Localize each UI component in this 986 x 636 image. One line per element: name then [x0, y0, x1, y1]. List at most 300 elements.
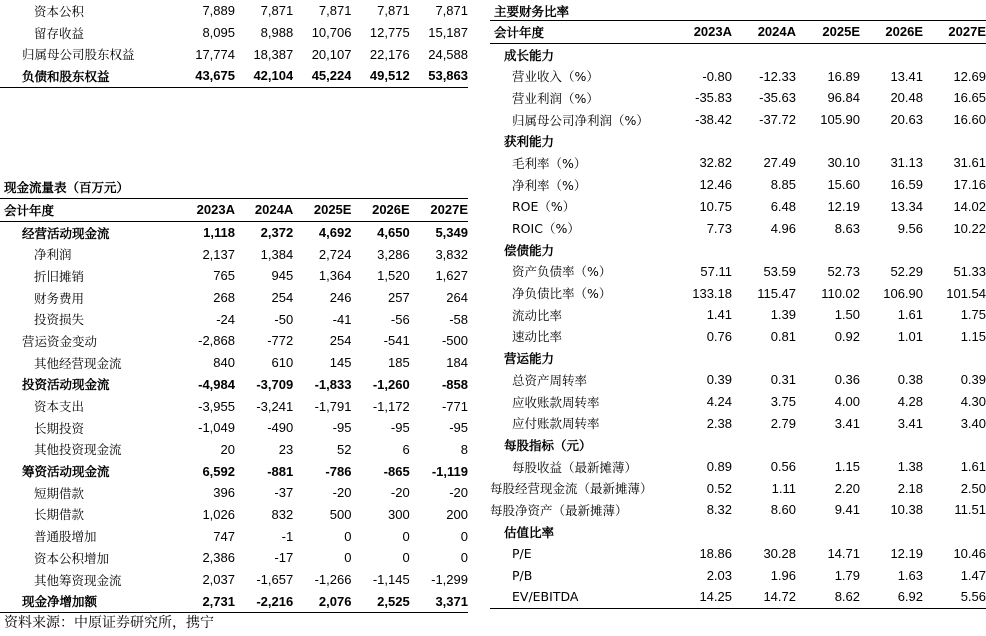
value-cell: 20,107	[311, 46, 352, 62]
year-header: 2025E	[293, 199, 351, 222]
value-cell: 16.59	[890, 177, 923, 193]
empty-cell	[732, 130, 796, 152]
value-cell: 610	[271, 355, 294, 371]
empty-cell	[668, 43, 732, 65]
value-cell: 12.19	[827, 198, 860, 214]
value-cell: 10.46	[953, 545, 986, 561]
value-cell: 1,118	[203, 225, 235, 241]
value-cell: 49,512	[351, 65, 409, 87]
value-cell: 115.47	[757, 285, 796, 301]
financial-ratios-title: 主要财务比率	[494, 4, 570, 19]
value-cell: -4,984	[198, 376, 235, 392]
value-cell: 2.18	[897, 480, 923, 496]
table-row	[490, 196, 986, 218]
value-cell: 1,026	[202, 506, 235, 522]
cash-flow-table	[0, 198, 468, 613]
value-cell: 32.82	[699, 155, 732, 171]
value-cell: 2.38	[706, 415, 732, 431]
empty-cell	[860, 434, 923, 456]
value-cell: 16.60	[953, 112, 986, 128]
value-cell: 16.65	[953, 90, 986, 106]
value-cell: -500	[441, 333, 468, 349]
table-row	[0, 439, 468, 461]
value-cell: 15,187	[428, 25, 468, 41]
value-cell: 7,871	[318, 3, 352, 19]
value-cell: 9.56	[897, 220, 923, 236]
empty-cell	[796, 43, 860, 65]
value-cell: 2,724	[318, 246, 352, 262]
row-label: 归属母公司股东权益	[22, 47, 135, 63]
value-cell: 14.72	[732, 586, 796, 608]
value-cell: 16.89	[827, 68, 860, 84]
value-cell: -24	[216, 311, 235, 327]
value-cell: 1.96	[770, 567, 796, 583]
value-cell: 3.40	[960, 415, 986, 431]
value-cell: 8.32	[706, 502, 732, 518]
row-label: 其他经营现金流	[34, 355, 122, 371]
empty-cell	[796, 239, 860, 261]
value-cell: -20	[332, 485, 352, 501]
empty-cell	[668, 347, 732, 369]
value-cell: 2,037	[202, 572, 235, 588]
row-label: 长期借款	[34, 507, 85, 523]
value-cell: 14.25	[668, 586, 732, 608]
section-row	[490, 130, 986, 152]
table-row	[0, 417, 468, 439]
value-cell: -490	[267, 420, 294, 436]
row-label: 资本公积增加	[34, 550, 110, 566]
row-label: 速动比率	[512, 329, 563, 345]
table-row	[0, 0, 468, 22]
section-label: 营运能力	[504, 351, 555, 367]
value-cell: 2,386	[202, 550, 235, 566]
balance-sheet-table	[0, 0, 468, 88]
value-cell: 6.48	[770, 198, 796, 214]
row-label: 毛利率（%）	[512, 155, 587, 171]
row-label: 净负债比率（%）	[512, 286, 612, 302]
table-row	[490, 499, 986, 521]
year-header: 2027E	[923, 21, 986, 44]
row-label: P/B	[512, 567, 533, 583]
empty-cell	[860, 43, 923, 65]
empty-cell	[923, 239, 986, 261]
row-label: ROIC（%）	[512, 221, 580, 237]
value-cell: 0.36	[834, 372, 860, 388]
value-cell: 22,176	[369, 46, 410, 62]
value-cell: 2,731	[177, 590, 235, 612]
value-cell: 200	[446, 506, 468, 522]
value-cell: 13.34	[890, 198, 923, 214]
value-cell: -20	[390, 485, 410, 501]
value-cell: 12.46	[699, 177, 732, 193]
value-cell: -786	[325, 463, 352, 479]
value-cell: 184	[446, 355, 468, 371]
value-cell: -20	[449, 485, 468, 501]
table-row	[490, 282, 986, 304]
year-header: 2025E	[796, 21, 860, 44]
value-cell: 30.28	[763, 545, 796, 561]
value-cell: 145	[329, 355, 352, 371]
value-cell: 8,988	[260, 25, 294, 41]
value-cell: -1,657	[256, 572, 294, 588]
value-cell: 110.02	[821, 285, 860, 301]
value-cell: -3,709	[256, 376, 294, 392]
value-cell: 2,372	[260, 225, 294, 241]
section-label: 每股指标（元）	[504, 437, 592, 453]
value-cell: 264	[446, 290, 468, 306]
row-label: 筹资活动现金流	[22, 464, 110, 480]
empty-cell	[796, 434, 860, 456]
value-cell: 4,692	[318, 225, 352, 241]
row-label: 营业利润（%）	[512, 90, 599, 106]
section-row	[490, 521, 986, 543]
value-cell: 0.52	[706, 480, 732, 496]
empty-cell	[796, 521, 860, 543]
year-header: 2023A	[177, 199, 235, 222]
value-cell: 4.28	[897, 394, 923, 410]
year-header: 2023A	[668, 21, 732, 44]
value-cell: -95	[390, 420, 410, 436]
table-row	[490, 543, 986, 565]
table-row	[0, 460, 468, 482]
empty-cell	[732, 347, 796, 369]
value-cell: -35.83	[695, 90, 732, 106]
value-cell: -50	[274, 311, 294, 327]
table-row	[0, 374, 468, 396]
value-cell: 42,104	[235, 65, 293, 87]
year-header: 2027E	[410, 199, 468, 222]
table-row	[490, 174, 986, 196]
value-cell: -12.33	[759, 68, 796, 84]
value-cell: 2.20	[834, 480, 860, 496]
value-cell: 1.50	[834, 307, 860, 323]
table-row	[0, 525, 468, 547]
value-cell: -0.80	[702, 68, 732, 84]
table-row	[490, 65, 986, 87]
value-cell: 2,525	[351, 590, 409, 612]
row-label: 每股经营现金流（最新摊薄）	[490, 481, 653, 497]
value-cell: 10.22	[953, 220, 986, 236]
row-label: 资产负债率（%）	[512, 264, 612, 280]
value-cell: 0.39	[706, 372, 732, 388]
empty-cell	[923, 130, 986, 152]
table-row	[0, 43, 468, 65]
row-label: P/E	[512, 545, 532, 561]
value-cell: 31.13	[890, 155, 923, 171]
value-cell: 23	[278, 441, 294, 457]
value-cell: 3.75	[770, 394, 796, 410]
value-cell: 24,588	[428, 46, 468, 62]
value-cell: 3.41	[834, 415, 860, 431]
table-row	[490, 564, 986, 586]
value-cell: 765	[213, 268, 235, 284]
section-label: 成长能力	[504, 47, 555, 63]
value-cell: 1,627	[435, 268, 468, 284]
value-cell: 3,371	[410, 590, 468, 612]
value-cell: 18.86	[699, 545, 732, 561]
year-header: 2024A	[235, 199, 293, 222]
value-cell: -1,266	[314, 572, 352, 588]
empty-cell	[668, 521, 732, 543]
value-cell: 4.00	[834, 394, 860, 410]
value-cell: 12.19	[890, 545, 923, 561]
value-cell: 57.11	[700, 263, 732, 279]
value-cell: 8.62	[796, 586, 860, 608]
empty-cell	[732, 434, 796, 456]
empty-cell	[732, 521, 796, 543]
row-label: 归属母公司净利润（%）	[512, 112, 649, 128]
empty-cell	[668, 239, 732, 261]
value-cell: 7,871	[377, 3, 410, 19]
value-cell: 7,871	[435, 3, 468, 19]
value-cell: -1,833	[314, 376, 352, 392]
row-label: 折旧摊销	[34, 268, 85, 284]
row-label: 投资活动现金流	[22, 377, 110, 393]
value-cell: 0	[344, 528, 352, 544]
value-cell: 5.56	[923, 586, 986, 608]
row-label: 短期借款	[34, 485, 85, 501]
year-header: 2024A	[732, 21, 796, 44]
table-row	[490, 369, 986, 391]
value-cell: -56	[390, 311, 410, 327]
value-cell: 15.60	[827, 177, 860, 193]
table-row	[490, 261, 986, 283]
value-cell: 43,675	[177, 65, 235, 87]
value-cell: -37.72	[759, 112, 796, 128]
year-header: 2026E	[351, 199, 409, 222]
value-cell: 8,095	[202, 25, 235, 41]
row-label: 其他投资现金流	[34, 442, 122, 458]
value-cell: 12.69	[953, 68, 986, 84]
value-cell: 51.33	[953, 263, 986, 279]
value-cell: 747	[213, 528, 235, 544]
table-row	[0, 569, 468, 591]
value-cell: -772	[267, 333, 294, 349]
row-label: 总资产周转率	[512, 372, 588, 388]
row-label: 现金净增加额	[0, 590, 177, 612]
table-row	[490, 87, 986, 109]
table-row	[490, 152, 986, 174]
value-cell: 1.39	[770, 307, 796, 323]
value-cell: 31.61	[953, 155, 986, 171]
row-label: ROE（%）	[512, 199, 576, 215]
value-cell: -95	[449, 420, 468, 436]
value-cell: 7,889	[202, 3, 235, 19]
value-cell: 45,224	[293, 65, 351, 87]
value-cell: 0.31	[770, 372, 796, 388]
value-cell: 11.51	[954, 502, 986, 518]
value-cell: 8	[460, 441, 468, 457]
value-cell: 254	[329, 333, 352, 349]
value-cell: 300	[387, 506, 410, 522]
value-cell: -3,241	[256, 398, 294, 414]
value-cell: 14.02	[953, 198, 986, 214]
value-cell: 1.01	[897, 328, 923, 344]
value-cell: -1,145	[372, 572, 410, 588]
empty-cell	[923, 521, 986, 543]
value-cell: -1,049	[198, 420, 235, 436]
row-label: 营业收入（%）	[512, 69, 599, 85]
value-cell: 8.63	[834, 220, 860, 236]
value-cell: 1,384	[260, 246, 294, 262]
value-cell: 5,349	[435, 225, 468, 241]
value-cell: 0.39	[960, 372, 986, 388]
value-cell: 3,286	[377, 246, 410, 262]
row-label: 资本公积	[34, 3, 85, 19]
value-cell: -37	[274, 485, 294, 501]
value-cell: -771	[441, 398, 468, 414]
value-cell: 1.38	[897, 459, 923, 475]
table-row	[0, 265, 468, 287]
table-row	[490, 326, 986, 348]
value-cell: 18,387	[253, 46, 294, 62]
value-cell: -1,119	[431, 463, 468, 479]
table-row	[0, 590, 468, 612]
value-cell: -2,868	[198, 333, 235, 349]
empty-cell	[860, 347, 923, 369]
value-cell: -35.63	[759, 90, 796, 106]
section-row	[490, 43, 986, 65]
value-cell: 1.15	[960, 328, 986, 344]
value-cell: 20	[220, 441, 235, 457]
value-cell: 2,137	[202, 246, 235, 262]
value-cell: 6	[402, 441, 410, 457]
value-cell: 396	[213, 485, 235, 501]
row-label: 净利率（%）	[512, 177, 587, 193]
value-cell: 246	[329, 290, 352, 306]
value-cell: 1.41	[706, 307, 732, 323]
value-cell: 0.89	[706, 459, 732, 475]
value-cell: 2.03	[706, 567, 732, 583]
row-label: 留存收益	[34, 25, 85, 41]
empty-cell	[796, 130, 860, 152]
row-label: 经营活动现金流	[22, 225, 110, 241]
section-row	[490, 239, 986, 261]
value-cell: 53.59	[763, 263, 796, 279]
value-cell: 133.18	[692, 285, 732, 301]
value-cell: 10.38	[890, 502, 923, 518]
empty-cell	[923, 434, 986, 456]
row-label: 资本支出	[34, 399, 85, 415]
value-cell: 1,520	[377, 268, 410, 284]
table-row	[0, 352, 468, 374]
value-cell: 2.50	[960, 480, 986, 496]
value-cell: 0	[402, 550, 410, 566]
value-cell: -38.42	[695, 112, 732, 128]
value-cell: 106.90	[883, 285, 923, 301]
cash-flow-title: 现金流量表（百万元）	[4, 180, 130, 195]
value-cell: 6,592	[202, 463, 235, 479]
value-cell: 3,832	[435, 246, 468, 262]
section-label: 偿债能力	[504, 242, 555, 258]
value-cell: 4,650	[377, 225, 410, 241]
value-cell: 101.54	[946, 285, 986, 301]
table-row	[0, 482, 468, 504]
value-cell: -1,299	[431, 572, 468, 588]
value-cell: 52.29	[890, 263, 923, 279]
value-cell: 1.61	[960, 459, 986, 475]
value-cell: 257	[387, 290, 410, 306]
value-cell: 17,774	[195, 46, 235, 62]
value-cell: 1.79	[834, 567, 860, 583]
value-cell: 27.49	[763, 155, 796, 171]
table-row	[0, 65, 468, 87]
value-cell: -17	[274, 550, 294, 566]
empty-cell	[860, 521, 923, 543]
value-cell: 4.96	[770, 220, 796, 236]
table-row	[0, 243, 468, 265]
value-cell: 0	[344, 550, 352, 566]
row-label: 每股净资产（最新摊薄）	[490, 502, 628, 518]
table-row	[0, 504, 468, 526]
value-cell: 840	[213, 355, 235, 371]
row-label: 营运资金变动	[22, 333, 98, 349]
value-cell: 185	[387, 355, 410, 371]
table-row	[490, 477, 986, 499]
value-cell: 13.41	[890, 68, 923, 84]
table-row	[490, 109, 986, 131]
value-cell: 10.75	[699, 198, 732, 214]
value-cell: 1.11	[771, 480, 796, 496]
table-row	[490, 586, 986, 608]
value-cell: 4.30	[960, 394, 986, 410]
value-cell: 9.41	[834, 502, 860, 518]
value-cell: 14.71	[827, 545, 860, 561]
value-cell: 1.47	[960, 567, 986, 583]
row-label: EV/EBITDA	[490, 586, 668, 608]
fiscal-year-label: 会计年度	[490, 21, 668, 44]
table-row	[490, 217, 986, 239]
value-cell: 1.61	[897, 307, 923, 323]
value-cell: 0.56	[770, 459, 796, 475]
row-label: 应付账款周转率	[512, 416, 600, 432]
table-row	[490, 391, 986, 413]
empty-cell	[923, 43, 986, 65]
value-cell: 500	[329, 506, 352, 522]
value-cell: 832	[271, 506, 294, 522]
value-cell: 0.76	[706, 328, 732, 344]
table-row	[0, 287, 468, 309]
value-cell: 105.90	[820, 112, 860, 128]
value-cell: 254	[271, 290, 294, 306]
year-header: 2026E	[860, 21, 923, 44]
table-row	[0, 308, 468, 330]
value-cell: -865	[383, 463, 410, 479]
row-label: 每股收益（最新摊薄）	[512, 459, 638, 475]
value-cell: 0	[402, 528, 410, 544]
empty-cell	[668, 434, 732, 456]
value-cell: 12,775	[369, 25, 410, 41]
table-row	[490, 304, 986, 326]
value-cell: -41	[332, 311, 352, 327]
table-row	[490, 456, 986, 478]
value-cell: 52.73	[827, 263, 860, 279]
value-cell: 20.48	[890, 90, 923, 106]
fiscal-year-label: 会计年度	[0, 199, 177, 222]
value-cell: -3,955	[198, 398, 235, 414]
row-label: 长期投资	[34, 420, 85, 436]
value-cell: 0	[460, 528, 468, 544]
value-cell: -1,260	[372, 376, 410, 392]
value-cell: 2.79	[770, 415, 796, 431]
value-cell: 3.41	[897, 415, 923, 431]
value-cell: 945	[271, 268, 294, 284]
value-cell: -2,216	[235, 590, 293, 612]
value-cell: 17.16	[953, 177, 986, 193]
source-note: 资料来源：中原证券研究所，携宁	[4, 615, 214, 631]
row-label: 投资损失	[34, 312, 85, 328]
ratios-header-row	[490, 21, 986, 44]
